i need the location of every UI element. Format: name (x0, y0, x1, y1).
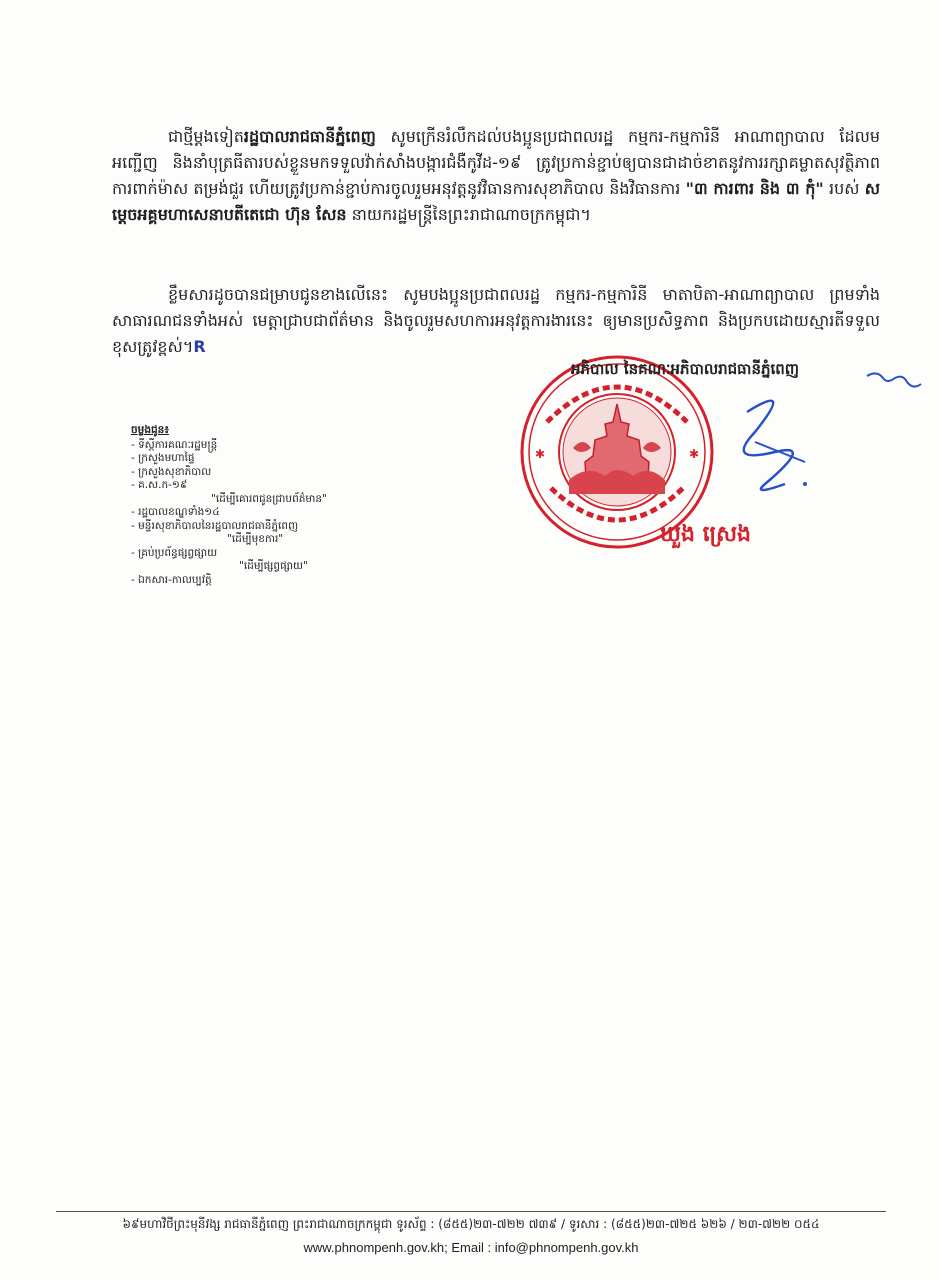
recipients-heading: ចម្លងជូន៖ (131, 424, 169, 436)
recipient-item: - គ្រប់ប្រព័ន្ធផ្សព្វផ្សាយ (131, 546, 218, 559)
signatory-name: ឃួង ស្រេង (660, 522, 752, 547)
recipient-purpose-note: "ដើម្បីមុខការ" (227, 533, 284, 545)
paragraph-cooperation-request (112, 282, 880, 360)
recipient-item: - ទីស្តីការគណៈរដ្ឋមន្ត្រី (131, 438, 218, 451)
p1-body: សូមក្រើនរំលឹកដល់បងប្អូនប្រជាពលរដ្ឋ កម្មករ-កម្មការិនី អាណាព្យាបាល ដែលមអញ្ជើញ និងនាំបុត្រធីតារបស់ខ្លួនមកទទួលវ៉ាក់សាំងបង្ការជំងឺកូវីដ-១៩ ត្រូវប្រកាន់ខ្ជាប់ឲ្យបានជាដាច់ខាតនូវការរក្សាគម្លាតសុវត្ថិភាព ការពាក់ម៉ាស តម្រង់ជួរ ហើយត្រូវប្រកាន់ខ្ជាប់ការចូលរួមអនុវត្តនូវវិធានការសុខាភិបាល និងវិធានការ (112, 127, 880, 198)
svg-text:✱: ✱ (689, 447, 700, 461)
p1-closing: នាយករដ្ឋមន្ត្រីនៃព្រះរាជាណាចក្រកម្ពុជា។ (351, 205, 591, 224)
paragraph-vaccination-reminder (112, 124, 880, 228)
recipient-purpose-note: "ដើម្បីគោរពជូនជ្រាបព័ត៌មាន" (211, 492, 327, 505)
copy-recipients-list (131, 424, 391, 587)
p2-initial-mark: R (193, 337, 206, 356)
signatory-title: អភិបាល នៃគណៈអភិបាលរាជធានីភ្នំពេញ (571, 360, 800, 378)
p1-prime-minister: សម្តេចអគ្គមហាសេនាបតីតេជោ ហ៊ុន សែន (112, 179, 880, 224)
recipient-item: - ក្រសួងមហាផ្ទៃ (131, 452, 195, 464)
recipient-item: - មន្ទីរសុខាភិបាលនៃរដ្ឋបាលរាជធានីភ្នំពេញ (131, 519, 299, 532)
footer-address: ៦៩មហាវិថីព្រះមុនីវង្ស រាជធានីភ្នំពេញ ព្រះរាជាណាចក្រកម្ពុជា ទូរស័ព្ទ : (៨៥៥)២៣-៧២២ ៧៣៩ / ទូរសារ : (៨៥៥)២៣-៧២៥ ៦២៦ / ២៣-៧២២ ០៥៤ (122, 1217, 820, 1231)
p1-slogan: "៣ ការពារ និង ៣ កុំ" (685, 179, 824, 198)
recipient-purpose-note: "ដើម្បីផ្សព្វផ្សាយ" (239, 560, 308, 572)
recipient-item: - ក្រសួងសុខាភិបាល (131, 465, 212, 478)
recipient-item: - ឯកសារ-កាលប្បវត្តិ (131, 573, 212, 586)
handwritten-signature-icon (655, 372, 925, 512)
signature-block (505, 352, 935, 552)
p1-opening: ជាថ្មីម្តងទៀត (168, 127, 244, 146)
recipient-item: - រដ្ឋបាលខណ្ឌទាំង១៤ (131, 506, 220, 518)
p1-of: របស់ (829, 179, 860, 198)
footer-divider (56, 1211, 886, 1212)
p1-authority: រដ្ឋបាលរាជធានីភ្នំពេញ (243, 127, 376, 146)
recipient-item: - គ.ស.ក-១៩ (131, 479, 188, 491)
footer-web-email: www.phnompenh.gov.kh; Email : info@phnompenh.gov.kh (303, 1240, 639, 1255)
svg-text:✱: ✱ (535, 447, 546, 461)
p2-text: ខ្លឹមសារដូចបានជម្រាបជូនខាងលើនេះ សូមបងប្អូនប្រជាពលរដ្ឋ កម្មករ-កម្មការិនី មាតាបិតា-អាណាព្យាបាល ព្រមទាំងសាធារណជនទាំងអស់ មេត្តាជ្រាបជាព័ត៌មាន និងចូលរួមសហការអនុវត្តការងារនេះ ឲ្យមានប្រសិទ្ធភាព និងប្រកបដោយស្មារតីទទួលខុសត្រូវខ្ពស់។ (112, 285, 880, 356)
